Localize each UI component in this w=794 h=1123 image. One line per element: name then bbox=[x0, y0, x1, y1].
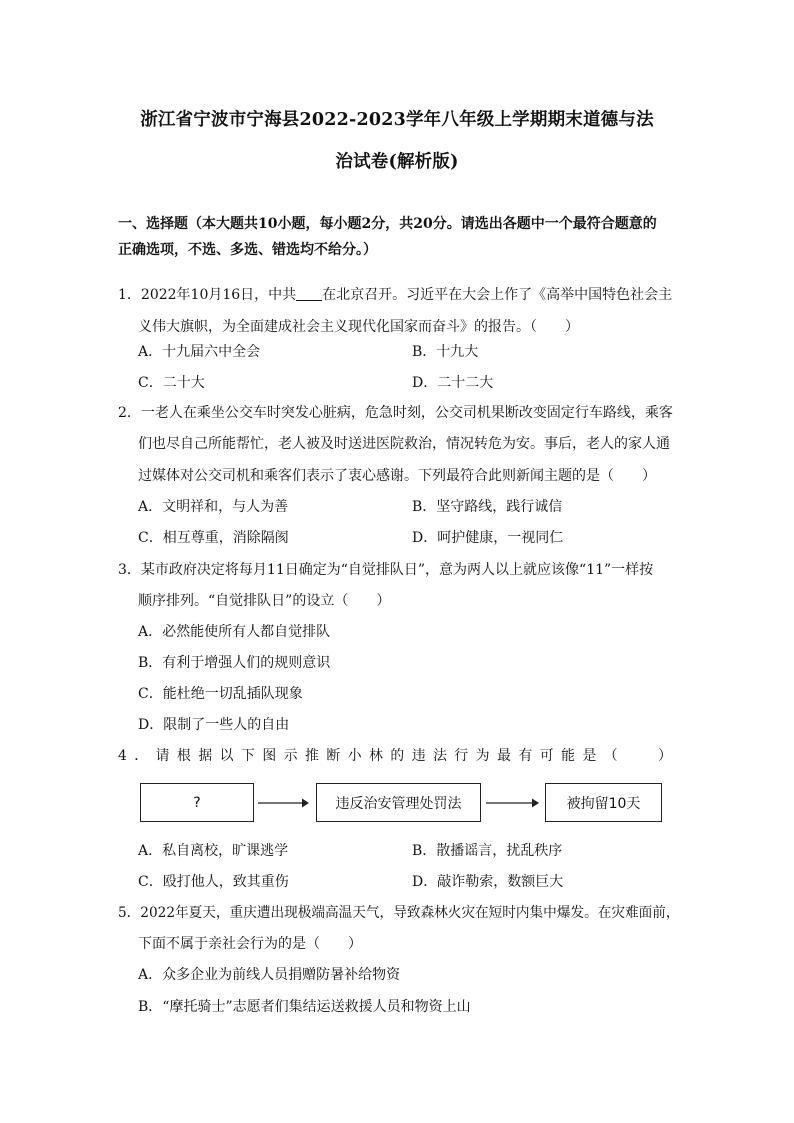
section-heading bbox=[118, 211, 678, 263]
section-heading-line1: 一、选择题（本大题共10小题，每小题2分，共20分。请选出各题中一个最符合题意的 bbox=[118, 216, 657, 232]
q4-stem-end: ） bbox=[658, 748, 672, 764]
q3-option-d[interactable]: D．限制了一些人的自由 bbox=[138, 717, 290, 733]
q4-option-a[interactable]: A．私自离校，旷课逃学 bbox=[138, 843, 289, 859]
q5-option-b[interactable]: B．“摩托骑士”志愿者们集结运送救援人员和物资上山 bbox=[138, 999, 471, 1015]
document-title-line2: 治试卷(解析版) bbox=[335, 152, 459, 172]
q5-stem-line1: 5．2022年夏天，重庆遭出现极端高温天气，导致森林火灾在短时内集中爆发。在灾难面前， bbox=[118, 905, 680, 921]
document-title-line1: 浙江省宁波市宁海县2022-2023学年八年级上学期期末道德与法 bbox=[140, 110, 654, 130]
q2-option-c[interactable]: C．相互尊重，消除隔阂 bbox=[138, 530, 289, 546]
q3-stem-line2: 顺序排列。“自觉排队日”的设立（ ） bbox=[138, 593, 391, 609]
flow-arrow-1 bbox=[258, 797, 310, 809]
q1-option-d[interactable]: D．二十二大 bbox=[412, 375, 494, 391]
flow-arrow-2 bbox=[486, 797, 540, 809]
section-heading-line2: 正确选项，不选、多选、错选均不给分。） bbox=[118, 242, 377, 258]
q2-stem-line1: 2．一老人在乘坐公交车时突发心脏病，危急时刻，公交司机果断改变固定行车路线，乘客 bbox=[118, 405, 673, 421]
q2-option-b[interactable]: B．坚守路线，践行诚信 bbox=[412, 499, 563, 515]
q2-stem-line2: 们也尽自己所能帮忙，老人被及时送进医院救治，情况转危为安。事后，老人的家人通 bbox=[138, 436, 670, 452]
q1-stem-pre: 1．2022年10月16日，中共 bbox=[118, 287, 297, 303]
flow-box-violation: 违反治安管理处罚法 bbox=[316, 783, 481, 822]
q4-stem: 4．请根据以下图示推断小林的违法行为最有可能是（ bbox=[118, 748, 626, 764]
q4-option-c[interactable]: C．殴打他人，致其重伤 bbox=[138, 874, 289, 890]
q5-option-a[interactable]: A．众多企业为前线人员捐赠防暑补给物资 bbox=[138, 967, 401, 983]
q1-option-b[interactable]: B．十九大 bbox=[412, 344, 479, 360]
flow-box-unknown: ? bbox=[140, 783, 254, 822]
q3-option-c[interactable]: C．能杜绝一切乱插队现象 bbox=[138, 686, 303, 702]
q1-option-c[interactable]: C．二十大 bbox=[138, 375, 205, 391]
flow-box-detention: 被拘留10天 bbox=[545, 783, 662, 822]
q1-blank bbox=[296, 286, 322, 301]
q3-option-a[interactable]: A．必然能使所有人都自觉排队 bbox=[138, 624, 331, 640]
q3-stem-line1: 3．某市政府决定将每月11日确定为“自觉排队日”，意为两人以上就应该像“11”一样按 bbox=[118, 562, 654, 578]
q4-option-d[interactable]: D．敲诈勒索，数额巨大 bbox=[412, 874, 564, 890]
q5-stem-line2: 下面不属于亲社会行为的是（ ） bbox=[138, 936, 362, 952]
q2-stem-line3: 过媒体对公交司机和乘客们表示了衷心感谢。下列最符合此则新闻主题的是（ ） bbox=[138, 468, 656, 484]
q2-option-d[interactable]: D．呵护健康，一视同仁 bbox=[412, 530, 564, 546]
q3-option-b[interactable]: B．有利于增强人们的规则意识 bbox=[138, 655, 331, 671]
q1-stem-line1 bbox=[118, 285, 672, 305]
q1-stem-post: 在北京召开。习近平在大会上作了《高举中国特色社会主 bbox=[322, 287, 673, 303]
q1-stem-line2: 义伟大旗帜，为全面建成社会主义现代化国家而奋斗》的报告。（ ） bbox=[138, 319, 579, 335]
q2-option-a[interactable]: A．文明祥和，与人为善 bbox=[138, 499, 289, 515]
q4-option-b[interactable]: B．散播谣言，扰乱秩序 bbox=[412, 843, 563, 859]
q1-option-a[interactable]: A．十九届六中全会 bbox=[138, 344, 261, 360]
